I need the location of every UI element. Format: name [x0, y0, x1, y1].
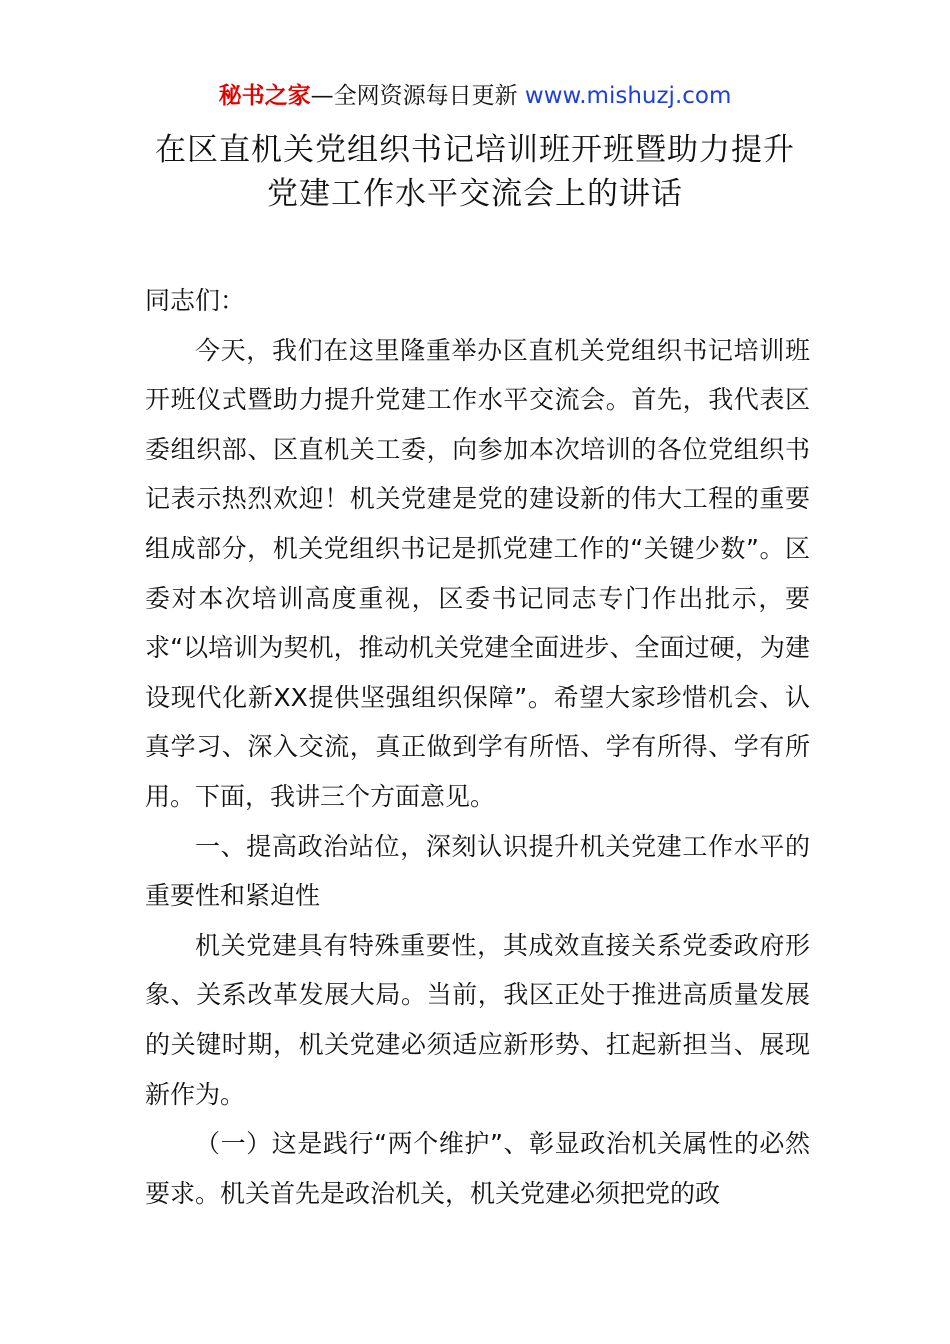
title-line-2: 党建工作水平交流会上的讲话 [267, 176, 683, 212]
document-body [145, 276, 810, 1218]
document-title [0, 128, 950, 216]
site-header [0, 80, 950, 112]
site-brand: 秘书之家 [218, 83, 311, 109]
paragraph-section-1: 机关党建具有特殊重要性，其成效直接关系党委政府形象、关系改革发展大局。当前，我区正处于推进高质量发展的关键时期，机关党建必须适应新形势、扛起新担当、展现新作为。 [145, 930, 810, 1109]
paragraph-subsection-1: （一）这是践行“两个维护”、彰显政治机关属性的必然要求。机关首先是政治机关，机关党建必须把党的政 [145, 1129, 810, 1208]
site-url-link[interactable]: www.mishuzj.com [524, 83, 732, 109]
section-heading-1: 一、提高政治站位，深刻认识提升机关党建工作水平的重要性和紧迫性 [145, 831, 810, 911]
title-line-1: 在区直机关党组织书记培训班开班暨助力提升 [155, 132, 795, 168]
paragraph-opening: 今天，我们在这里隆重举办区直机关党组织书记培训班开班仪式暨助力提升党建工作水平交流会。首先，我代表区委组织部、区直机关工委，向参加本次培训的各位党组织书记表示热烈欢迎！机关党建是党的建设新的伟大工程的重要组成部分，机关党组织书记是抓党建工作的“关键少数”。区委对本次培训高度重视，区委书记同志专门作出批示，要求“以培训为契机，推动机关党建全面进步、全面过硬，为建设现代化新XX提供坚强组织保障”。希望大家珍惜机会、认真学习、深入交流，真正做到学有所悟、学有所得、学有所用。下面，我讲三个方面意见。 [145, 335, 810, 811]
salutation: 同志们： [145, 286, 246, 315]
site-tagline: —全网资源每日更新 [310, 83, 518, 109]
